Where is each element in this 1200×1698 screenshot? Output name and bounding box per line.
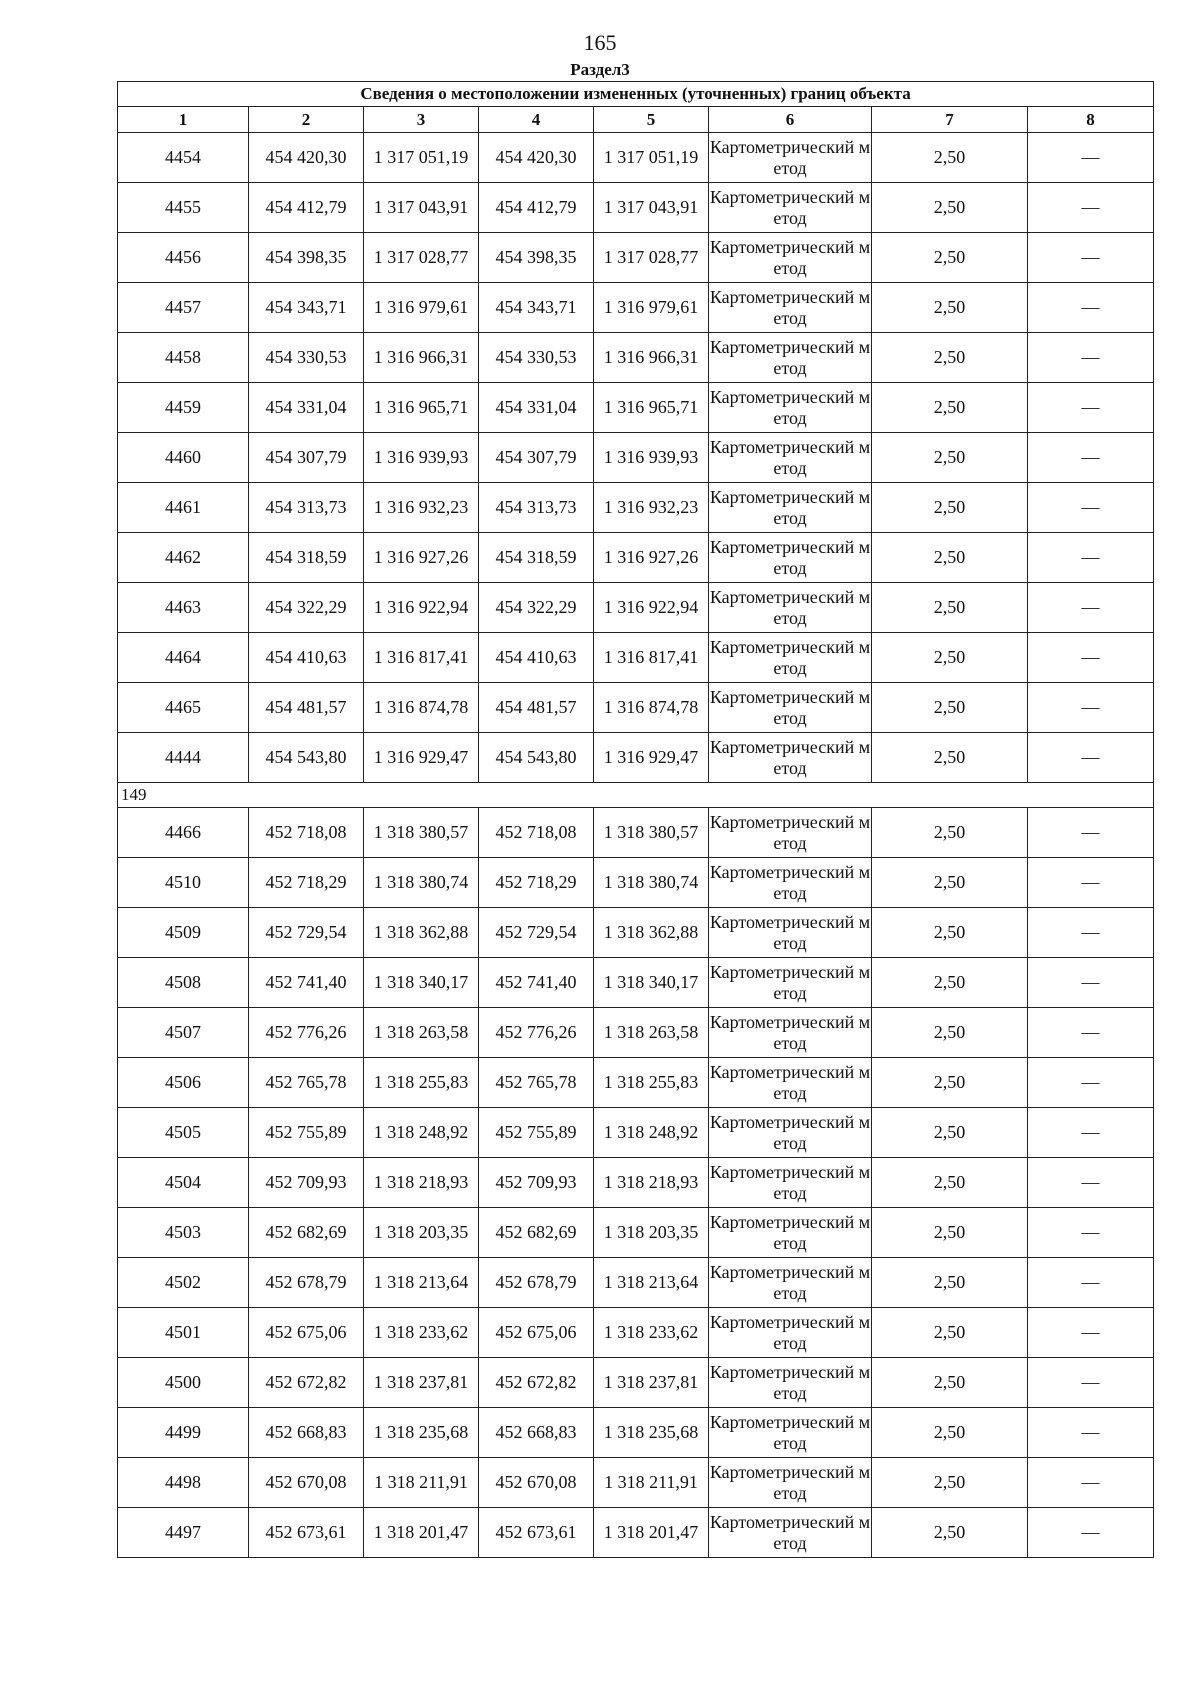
- note-cell: —: [1028, 858, 1154, 908]
- y-old-cell: 1 318 235,68: [364, 1408, 479, 1458]
- x-new-cell: 452 682,69: [479, 1208, 594, 1258]
- column-number: 3: [364, 107, 479, 133]
- y-new-cell: 1 317 028,77: [594, 233, 709, 283]
- y-new-cell: 1 316 939,93: [594, 433, 709, 483]
- y-old-cell: 1 318 263,58: [364, 1008, 479, 1058]
- point-number-cell: 4463: [118, 583, 249, 633]
- y-old-cell: 1 316 817,41: [364, 633, 479, 683]
- x-old-cell: 452 670,08: [249, 1458, 364, 1508]
- note-cell: —: [1028, 583, 1154, 633]
- x-old-cell: 452 718,08: [249, 808, 364, 858]
- point-number-cell: 4457: [118, 283, 249, 333]
- page-number: 165: [583, 30, 617, 55]
- column-number: 2: [249, 107, 364, 133]
- accuracy-cell: 2,50: [872, 908, 1028, 958]
- table-row: [118, 1408, 1154, 1458]
- y-new-cell: 1 316 929,47: [594, 733, 709, 783]
- accuracy-cell: 2,50: [872, 383, 1028, 433]
- x-old-cell: 452 709,93: [249, 1158, 364, 1208]
- y-old-cell: 1 318 203,35: [364, 1208, 479, 1258]
- x-new-cell: 452 741,40: [479, 958, 594, 1008]
- table-row: [118, 1158, 1154, 1208]
- y-old-cell: 1 316 932,23: [364, 483, 479, 533]
- note-cell: —: [1028, 1208, 1154, 1258]
- point-number-cell: 4464: [118, 633, 249, 683]
- y-new-cell: 1 318 213,64: [594, 1258, 709, 1308]
- y-new-cell: 1 318 218,93: [594, 1158, 709, 1208]
- point-number-cell: 4506: [118, 1058, 249, 1108]
- table-row: [118, 633, 1154, 683]
- accuracy-cell: 2,50: [872, 183, 1028, 233]
- group-label-row: [118, 783, 1154, 808]
- x-old-cell: 452 675,06: [249, 1308, 364, 1358]
- x-old-cell: 452 755,89: [249, 1108, 364, 1158]
- method-cell: Картометрический метод: [709, 1458, 872, 1508]
- accuracy-cell: 2,50: [872, 858, 1028, 908]
- x-new-cell: 452 776,26: [479, 1008, 594, 1058]
- table-row: [118, 483, 1154, 533]
- point-number-cell: 4455: [118, 183, 249, 233]
- y-new-cell: 1 317 051,19: [594, 133, 709, 183]
- x-old-cell: 454 543,80: [249, 733, 364, 783]
- note-cell: —: [1028, 1058, 1154, 1108]
- point-number-cell: 4461: [118, 483, 249, 533]
- method-cell: Картометрический метод: [709, 1008, 872, 1058]
- y-old-cell: 1 318 218,93: [364, 1158, 479, 1208]
- note-cell: —: [1028, 283, 1154, 333]
- point-number-cell: 4456: [118, 233, 249, 283]
- column-numbers-row: [118, 107, 1154, 133]
- x-new-cell: 452 668,83: [479, 1408, 594, 1458]
- note-cell: —: [1028, 333, 1154, 383]
- table-row: [118, 433, 1154, 483]
- accuracy-cell: 2,50: [872, 1308, 1028, 1358]
- accuracy-cell: 2,50: [872, 1058, 1028, 1108]
- x-old-cell: 452 776,26: [249, 1008, 364, 1058]
- y-new-cell: 1 318 255,83: [594, 1058, 709, 1108]
- method-cell: Картометрический метод: [709, 533, 872, 583]
- y-old-cell: 1 316 939,93: [364, 433, 479, 483]
- x-new-cell: 454 420,30: [479, 133, 594, 183]
- point-number-cell: 4499: [118, 1408, 249, 1458]
- point-number-cell: 4460: [118, 433, 249, 483]
- table-row: [118, 908, 1154, 958]
- note-cell: —: [1028, 183, 1154, 233]
- table-caption: Сведения о местоположении измененных (уточненных) границ объекта: [118, 82, 1154, 107]
- table-row: [118, 1208, 1154, 1258]
- table-row: [118, 283, 1154, 333]
- y-old-cell: 1 318 237,81: [364, 1358, 479, 1408]
- y-old-cell: 1 316 874,78: [364, 683, 479, 733]
- x-old-cell: 452 678,79: [249, 1258, 364, 1308]
- note-cell: —: [1028, 533, 1154, 583]
- point-number-cell: 4462: [118, 533, 249, 583]
- accuracy-cell: 2,50: [872, 283, 1028, 333]
- point-number-cell: 4504: [118, 1158, 249, 1208]
- table-row: [118, 958, 1154, 1008]
- method-cell: Картометрический метод: [709, 1058, 872, 1108]
- y-old-cell: 1 316 927,26: [364, 533, 479, 583]
- table-row: [118, 1108, 1154, 1158]
- column-number: 8: [1028, 107, 1154, 133]
- method-cell: Картометрический метод: [709, 583, 872, 633]
- y-old-cell: 1 316 965,71: [364, 383, 479, 433]
- y-new-cell: 1 316 979,61: [594, 283, 709, 333]
- note-cell: —: [1028, 483, 1154, 533]
- x-new-cell: 454 543,80: [479, 733, 594, 783]
- table-row: [118, 583, 1154, 633]
- table-row: [118, 1308, 1154, 1358]
- y-new-cell: 1 318 340,17: [594, 958, 709, 1008]
- table-row: [118, 733, 1154, 783]
- point-number-cell: 4501: [118, 1308, 249, 1358]
- accuracy-cell: 2,50: [872, 1258, 1028, 1308]
- note-cell: —: [1028, 233, 1154, 283]
- accuracy-cell: 2,50: [872, 733, 1028, 783]
- method-cell: Картометрический метод: [709, 333, 872, 383]
- x-old-cell: 452 668,83: [249, 1408, 364, 1458]
- note-cell: —: [1028, 1358, 1154, 1408]
- accuracy-cell: 2,50: [872, 633, 1028, 683]
- method-cell: Картометрический метод: [709, 1358, 872, 1408]
- y-new-cell: 1 318 233,62: [594, 1308, 709, 1358]
- point-number-cell: 4459: [118, 383, 249, 433]
- note-cell: —: [1028, 1408, 1154, 1458]
- note-cell: —: [1028, 383, 1154, 433]
- note-cell: —: [1028, 683, 1154, 733]
- accuracy-cell: 2,50: [872, 1508, 1028, 1558]
- accuracy-cell: 2,50: [872, 958, 1028, 1008]
- y-old-cell: 1 318 213,64: [364, 1258, 479, 1308]
- point-number-cell: 4508: [118, 958, 249, 1008]
- method-cell: Картометрический метод: [709, 858, 872, 908]
- y-new-cell: 1 318 380,74: [594, 858, 709, 908]
- x-new-cell: 452 709,93: [479, 1158, 594, 1208]
- y-new-cell: 1 316 966,31: [594, 333, 709, 383]
- x-new-cell: 452 765,78: [479, 1058, 594, 1108]
- x-new-cell: 452 718,08: [479, 808, 594, 858]
- x-new-cell: 454 318,59: [479, 533, 594, 583]
- note-cell: —: [1028, 1108, 1154, 1158]
- column-number: 6: [709, 107, 872, 133]
- point-number-cell: 4454: [118, 133, 249, 183]
- group-label: 149: [118, 783, 1154, 808]
- point-number-cell: 4510: [118, 858, 249, 908]
- y-old-cell: 1 316 979,61: [364, 283, 479, 333]
- accuracy-cell: 2,50: [872, 683, 1028, 733]
- accuracy-cell: 2,50: [872, 233, 1028, 283]
- y-old-cell: 1 318 248,92: [364, 1108, 479, 1158]
- table-row: [118, 1008, 1154, 1058]
- y-old-cell: 1 318 380,74: [364, 858, 479, 908]
- x-old-cell: 452 673,61: [249, 1508, 364, 1558]
- table-row: [118, 858, 1154, 908]
- x-new-cell: 454 398,35: [479, 233, 594, 283]
- x-new-cell: 452 670,08: [479, 1458, 594, 1508]
- point-number-cell: 4458: [118, 333, 249, 383]
- accuracy-cell: 2,50: [872, 483, 1028, 533]
- x-new-cell: 452 755,89: [479, 1108, 594, 1158]
- method-cell: Картометрический метод: [709, 633, 872, 683]
- method-cell: Картометрический метод: [709, 483, 872, 533]
- y-old-cell: 1 317 028,77: [364, 233, 479, 283]
- note-cell: —: [1028, 733, 1154, 783]
- y-new-cell: 1 318 362,88: [594, 908, 709, 958]
- y-old-cell: 1 318 233,62: [364, 1308, 479, 1358]
- method-cell: Картометрический метод: [709, 1408, 872, 1458]
- x-new-cell: 454 410,63: [479, 633, 594, 683]
- note-cell: —: [1028, 908, 1154, 958]
- x-new-cell: 454 481,57: [479, 683, 594, 733]
- y-new-cell: 1 317 043,91: [594, 183, 709, 233]
- method-cell: Картометрический метод: [709, 1158, 872, 1208]
- table-row: [118, 133, 1154, 183]
- x-old-cell: 454 331,04: [249, 383, 364, 433]
- table-caption-row: [118, 82, 1154, 107]
- table-row: [118, 383, 1154, 433]
- accuracy-cell: 2,50: [872, 433, 1028, 483]
- point-number-cell: 4444: [118, 733, 249, 783]
- point-number-cell: 4497: [118, 1508, 249, 1558]
- note-cell: —: [1028, 133, 1154, 183]
- y-old-cell: 1 318 340,17: [364, 958, 479, 1008]
- x-new-cell: 452 729,54: [479, 908, 594, 958]
- y-new-cell: 1 318 237,81: [594, 1358, 709, 1408]
- x-new-cell: 454 313,73: [479, 483, 594, 533]
- y-new-cell: 1 318 235,68: [594, 1408, 709, 1458]
- table-row: [118, 333, 1154, 383]
- method-cell: Картометрический метод: [709, 383, 872, 433]
- y-new-cell: 1 316 922,94: [594, 583, 709, 633]
- x-old-cell: 452 682,69: [249, 1208, 364, 1258]
- y-old-cell: 1 318 201,47: [364, 1508, 479, 1558]
- column-number: 7: [872, 107, 1028, 133]
- boundary-coordinates-table: [117, 81, 1154, 1558]
- column-number: 5: [594, 107, 709, 133]
- method-cell: Картометрический метод: [709, 1308, 872, 1358]
- point-number-cell: 4498: [118, 1458, 249, 1508]
- note-cell: —: [1028, 958, 1154, 1008]
- x-old-cell: 454 398,35: [249, 233, 364, 283]
- method-cell: Картометрический метод: [709, 1508, 872, 1558]
- y-old-cell: 1 318 380,57: [364, 808, 479, 858]
- accuracy-cell: 2,50: [872, 133, 1028, 183]
- y-new-cell: 1 318 211,91: [594, 1458, 709, 1508]
- table-row: [118, 808, 1154, 858]
- y-new-cell: 1 316 874,78: [594, 683, 709, 733]
- accuracy-cell: 2,50: [872, 1108, 1028, 1158]
- x-old-cell: 454 318,59: [249, 533, 364, 583]
- x-old-cell: 454 313,73: [249, 483, 364, 533]
- x-new-cell: 454 412,79: [479, 183, 594, 233]
- x-new-cell: 452 673,61: [479, 1508, 594, 1558]
- accuracy-cell: 2,50: [872, 1358, 1028, 1408]
- note-cell: —: [1028, 808, 1154, 858]
- method-cell: Картометрический метод: [709, 233, 872, 283]
- note-cell: —: [1028, 1008, 1154, 1058]
- y-new-cell: 1 316 932,23: [594, 483, 709, 533]
- accuracy-cell: 2,50: [872, 808, 1028, 858]
- y-new-cell: 1 318 380,57: [594, 808, 709, 858]
- x-old-cell: 454 481,57: [249, 683, 364, 733]
- x-old-cell: 454 322,29: [249, 583, 364, 633]
- x-new-cell: 454 330,53: [479, 333, 594, 383]
- column-number: 1: [118, 107, 249, 133]
- point-number-cell: 4507: [118, 1008, 249, 1058]
- note-cell: —: [1028, 1308, 1154, 1358]
- x-new-cell: 452 675,06: [479, 1308, 594, 1358]
- method-cell: Картометрический метод: [709, 808, 872, 858]
- point-number-cell: 4500: [118, 1358, 249, 1408]
- y-old-cell: 1 318 362,88: [364, 908, 479, 958]
- x-new-cell: 452 678,79: [479, 1258, 594, 1308]
- x-new-cell: 454 343,71: [479, 283, 594, 333]
- note-cell: —: [1028, 1458, 1154, 1508]
- x-old-cell: 452 729,54: [249, 908, 364, 958]
- method-cell: Картометрический метод: [709, 283, 872, 333]
- x-new-cell: 454 331,04: [479, 383, 594, 433]
- accuracy-cell: 2,50: [872, 333, 1028, 383]
- method-cell: Картометрический метод: [709, 733, 872, 783]
- x-old-cell: 454 343,71: [249, 283, 364, 333]
- method-cell: Картометрический метод: [709, 133, 872, 183]
- method-cell: Картометрический метод: [709, 908, 872, 958]
- table-row: [118, 533, 1154, 583]
- method-cell: Картометрический метод: [709, 433, 872, 483]
- y-new-cell: 1 318 201,47: [594, 1508, 709, 1558]
- x-old-cell: 454 307,79: [249, 433, 364, 483]
- section-title: Раздел3: [570, 60, 630, 79]
- table-row: [118, 683, 1154, 733]
- x-new-cell: 454 307,79: [479, 433, 594, 483]
- y-old-cell: 1 318 211,91: [364, 1458, 479, 1508]
- y-new-cell: 1 318 248,92: [594, 1108, 709, 1158]
- method-cell: Картометрический метод: [709, 1258, 872, 1308]
- point-number-cell: 4505: [118, 1108, 249, 1158]
- x-old-cell: 452 741,40: [249, 958, 364, 1008]
- y-old-cell: 1 318 255,83: [364, 1058, 479, 1108]
- table-row: [118, 1258, 1154, 1308]
- table-row: [118, 1508, 1154, 1558]
- point-number-cell: 4509: [118, 908, 249, 958]
- x-old-cell: 454 330,53: [249, 333, 364, 383]
- x-new-cell: 452 672,82: [479, 1358, 594, 1408]
- accuracy-cell: 2,50: [872, 533, 1028, 583]
- accuracy-cell: 2,50: [872, 1408, 1028, 1458]
- table-row: [118, 1058, 1154, 1108]
- y-new-cell: 1 316 927,26: [594, 533, 709, 583]
- accuracy-cell: 2,50: [872, 1008, 1028, 1058]
- x-old-cell: 454 420,30: [249, 133, 364, 183]
- note-cell: —: [1028, 633, 1154, 683]
- y-old-cell: 1 317 051,19: [364, 133, 479, 183]
- note-cell: —: [1028, 433, 1154, 483]
- y-old-cell: 1 316 966,31: [364, 333, 479, 383]
- accuracy-cell: 2,50: [872, 1208, 1028, 1258]
- note-cell: —: [1028, 1158, 1154, 1208]
- x-old-cell: 452 718,29: [249, 858, 364, 908]
- note-cell: —: [1028, 1258, 1154, 1308]
- x-old-cell: 454 412,79: [249, 183, 364, 233]
- table-row: [118, 183, 1154, 233]
- y-old-cell: 1 316 922,94: [364, 583, 479, 633]
- x-new-cell: 454 322,29: [479, 583, 594, 633]
- accuracy-cell: 2,50: [872, 1458, 1028, 1508]
- point-number-cell: 4502: [118, 1258, 249, 1308]
- method-cell: Картометрический метод: [709, 958, 872, 1008]
- y-old-cell: 1 317 043,91: [364, 183, 479, 233]
- table-row: [118, 1358, 1154, 1408]
- point-number-cell: 4466: [118, 808, 249, 858]
- y-new-cell: 1 316 965,71: [594, 383, 709, 433]
- table-row: [118, 233, 1154, 283]
- method-cell: Картометрический метод: [709, 1108, 872, 1158]
- point-number-cell: 4503: [118, 1208, 249, 1258]
- table-row: [118, 1458, 1154, 1508]
- accuracy-cell: 2,50: [872, 583, 1028, 633]
- x-old-cell: 452 765,78: [249, 1058, 364, 1108]
- x-old-cell: 454 410,63: [249, 633, 364, 683]
- method-cell: Картометрический метод: [709, 1208, 872, 1258]
- note-cell: —: [1028, 1508, 1154, 1558]
- y-new-cell: 1 316 817,41: [594, 633, 709, 683]
- column-number: 4: [479, 107, 594, 133]
- y-new-cell: 1 318 203,35: [594, 1208, 709, 1258]
- method-cell: Картометрический метод: [709, 683, 872, 733]
- y-new-cell: 1 318 263,58: [594, 1008, 709, 1058]
- accuracy-cell: 2,50: [872, 1158, 1028, 1208]
- point-number-cell: 4465: [118, 683, 249, 733]
- x-old-cell: 452 672,82: [249, 1358, 364, 1408]
- x-new-cell: 452 718,29: [479, 858, 594, 908]
- y-old-cell: 1 316 929,47: [364, 733, 479, 783]
- method-cell: Картометрический метод: [709, 183, 872, 233]
